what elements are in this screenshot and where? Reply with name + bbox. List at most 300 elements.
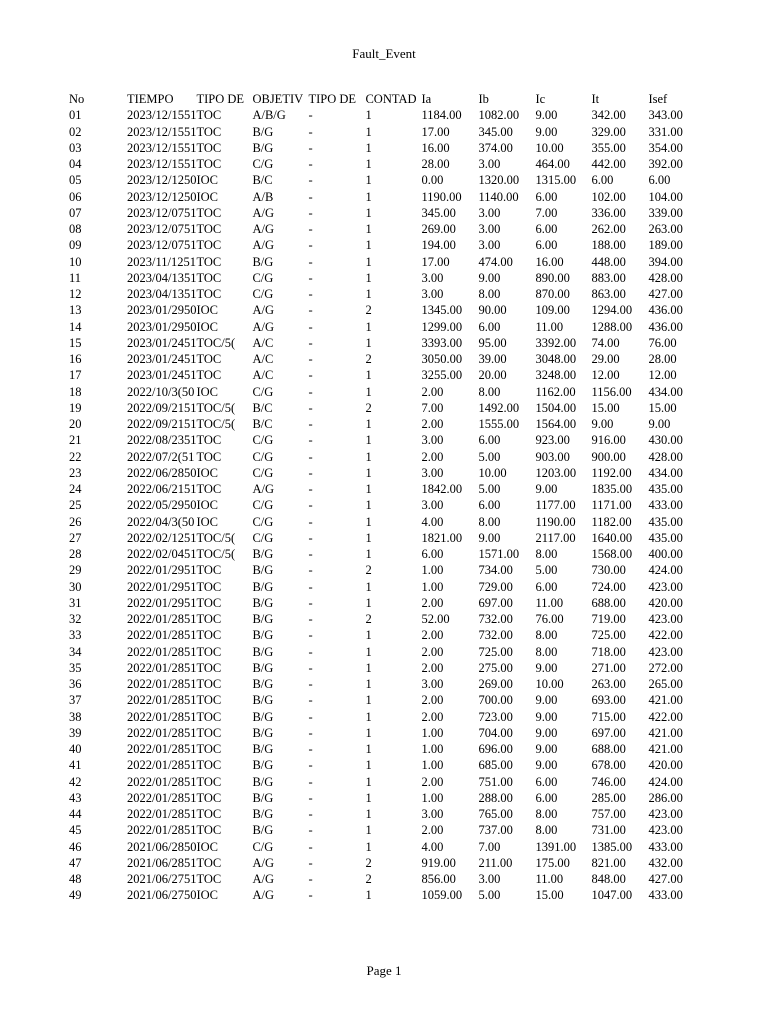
column-header-no: No <box>69 92 85 107</box>
cell-tipo-de-2: - <box>308 644 313 659</box>
cell-ia: 1.00 <box>421 579 444 594</box>
cell-tipo-de: TOC <box>196 823 222 838</box>
cell-ic: 8.00 <box>535 807 558 822</box>
cell-tipo-de: TOC <box>196 693 222 708</box>
cell-ic: 3048.00 <box>535 352 577 367</box>
cell-ic: 11.00 <box>535 595 564 610</box>
cell-ic: 7.00 <box>535 205 558 220</box>
cell-tipo-de-2: - <box>308 628 313 643</box>
cell-objetivo: C/G <box>252 839 274 854</box>
cell-tipo-de-2: - <box>308 465 313 480</box>
cell-tipo-de: TOC <box>196 108 222 123</box>
column-header-isef: Isef <box>648 92 668 107</box>
cell-ib: 288.00 <box>478 790 513 805</box>
cell-tipo-de: TOC/5( <box>196 417 236 432</box>
fault-event-table <box>69 91 698 904</box>
cell-it: 678.00 <box>591 758 626 773</box>
cell-no: 24 <box>69 482 82 497</box>
cell-tipo-de-2: - <box>308 319 313 334</box>
cell-tipo-de: TOC <box>196 238 222 253</box>
cell-no: 08 <box>69 222 82 237</box>
cell-ib: 732.00 <box>478 628 513 643</box>
cell-it: 848.00 <box>591 872 626 887</box>
cell-tipo-de: IOC <box>196 303 218 318</box>
cell-tiempo: 2023/01/2451 <box>127 368 197 383</box>
cell-objetivo: C/G <box>252 449 274 464</box>
cell-tiempo: 2023/12/0751 <box>127 238 197 253</box>
cell-isef: 189.00 <box>648 238 683 253</box>
cell-ia: 1184.00 <box>421 108 462 123</box>
page-title: Fault_Event <box>352 46 416 61</box>
cell-no: 10 <box>69 254 82 269</box>
cell-no: 44 <box>69 807 82 822</box>
cell-contador: 1 <box>365 140 372 155</box>
cell-contador: 1 <box>365 384 372 399</box>
column-header-contador: CONTAD <box>365 92 417 107</box>
cell-tipo-de: TOC <box>196 628 222 643</box>
cell-objetivo: B/G <box>252 709 274 724</box>
cell-tipo-de: TOC/5( <box>196 335 236 350</box>
cell-contador: 1 <box>365 270 372 285</box>
cell-tiempo: 2022/01/2951 <box>127 563 197 578</box>
cell-tiempo: 2023/12/0751 <box>127 205 197 220</box>
column-header-ib: Ib <box>478 92 489 107</box>
table-row <box>69 725 698 741</box>
cell-ia: 345.00 <box>421 205 456 220</box>
table-row <box>69 530 698 546</box>
cell-it: 102.00 <box>591 189 626 204</box>
cell-contador: 1 <box>365 644 372 659</box>
cell-objetivo: B/C <box>252 400 273 415</box>
cell-tipo-de: TOC <box>196 612 222 627</box>
cell-isef: 331.00 <box>648 124 683 139</box>
cell-no: 49 <box>69 888 82 903</box>
cell-ib: 685.00 <box>478 758 513 773</box>
cell-isef: 427.00 <box>648 872 683 887</box>
cell-tipo-de: TOC <box>196 758 222 773</box>
cell-ia: 2.00 <box>421 384 444 399</box>
cell-contador: 2 <box>365 563 372 578</box>
cell-no: 39 <box>69 725 82 740</box>
cell-ic: 1203.00 <box>535 465 577 480</box>
cell-tiempo: 2022/01/2851 <box>127 725 197 740</box>
cell-ia: 6.00 <box>421 547 444 562</box>
table-row <box>69 302 698 318</box>
cell-it: 731.00 <box>591 823 626 838</box>
cell-no: 20 <box>69 417 82 432</box>
cell-isef: 272.00 <box>648 660 683 675</box>
cell-ib: 6.00 <box>478 319 501 334</box>
cell-no: 26 <box>69 514 82 529</box>
cell-no: 37 <box>69 693 82 708</box>
table-row <box>69 335 698 351</box>
cell-ic: 6.00 <box>535 774 558 789</box>
cell-it: 1835.00 <box>591 482 633 497</box>
cell-ia: 2.00 <box>421 660 444 675</box>
cell-ib: 751.00 <box>478 774 513 789</box>
cell-tiempo: 2022/01/2851 <box>127 790 197 805</box>
cell-no: 21 <box>69 433 82 448</box>
cell-ib: 374.00 <box>478 140 513 155</box>
cell-tiempo: 2022/01/2951 <box>127 595 197 610</box>
cell-ic: 16.00 <box>535 254 564 269</box>
cell-ia: 17.00 <box>421 124 450 139</box>
cell-tiempo: 2023/12/1551 <box>127 157 197 172</box>
cell-tipo-de: TOC <box>196 449 222 464</box>
cell-tiempo: 2023/04/1351 <box>127 270 197 285</box>
cell-it: 329.00 <box>591 124 626 139</box>
cell-ic: 3392.00 <box>535 335 577 350</box>
cell-it: 336.00 <box>591 205 626 220</box>
cell-ib: 3.00 <box>478 222 501 237</box>
cell-isef: 76.00 <box>648 335 677 350</box>
cell-contador: 1 <box>365 319 372 334</box>
cell-ib: 275.00 <box>478 660 513 675</box>
cell-it: 1182.00 <box>591 514 632 529</box>
cell-contador: 1 <box>365 108 372 123</box>
cell-objetivo: A/C <box>252 335 274 350</box>
table-row <box>69 449 698 465</box>
cell-tipo-de-2: - <box>308 530 313 545</box>
cell-tipo-de: TOC <box>196 140 222 155</box>
cell-objetivo: C/G <box>252 530 274 545</box>
cell-tiempo: 2022/01/2951 <box>127 579 197 594</box>
cell-objetivo: A/B <box>252 189 274 204</box>
cell-it: 757.00 <box>591 807 626 822</box>
cell-tipo-de-2: - <box>308 888 313 903</box>
cell-ib: 729.00 <box>478 579 513 594</box>
cell-tipo-de-2: - <box>308 254 313 269</box>
cell-isef: 421.00 <box>648 725 683 740</box>
cell-no: 06 <box>69 189 82 204</box>
cell-ic: 1504.00 <box>535 400 577 415</box>
cell-tipo-de-2: - <box>308 222 313 237</box>
cell-contador: 1 <box>365 189 372 204</box>
cell-tipo-de-2: - <box>308 400 313 415</box>
cell-tiempo: 2022/09/2151 <box>127 400 197 415</box>
cell-tipo-de: TOC <box>196 352 222 367</box>
cell-tipo-de-2: - <box>308 807 313 822</box>
cell-objetivo: B/G <box>252 742 274 757</box>
table-row <box>69 692 698 708</box>
cell-tiempo: 2022/07/2(51 <box>127 449 195 464</box>
cell-ia: 3.00 <box>421 677 444 692</box>
cell-it: 1385.00 <box>591 839 633 854</box>
cell-objetivo: C/G <box>252 287 274 302</box>
cell-objetivo: C/G <box>252 157 274 172</box>
cell-ic: 8.00 <box>535 823 558 838</box>
cell-ic: 2117.00 <box>535 530 576 545</box>
cell-isef: 424.00 <box>648 563 683 578</box>
cell-tipo-de: TOC/5( <box>196 547 236 562</box>
cell-tipo-de: TOC <box>196 368 222 383</box>
cell-ia: 2.00 <box>421 709 444 724</box>
cell-no: 32 <box>69 612 82 627</box>
cell-tiempo: 2023/12/1250 <box>127 189 197 204</box>
cell-isef: 421.00 <box>648 693 683 708</box>
cell-isef: 422.00 <box>648 709 683 724</box>
cell-ic: 923.00 <box>535 433 570 448</box>
table-row <box>69 757 698 773</box>
table-row <box>69 481 698 497</box>
cell-tipo-de: TOC <box>196 205 222 220</box>
cell-tipo-de: TOC <box>196 742 222 757</box>
cell-contador: 1 <box>365 417 372 432</box>
cell-tipo-de: IOC <box>196 888 218 903</box>
table-row <box>69 709 698 725</box>
cell-contador: 1 <box>365 222 372 237</box>
cell-contador: 2 <box>365 352 372 367</box>
cell-ic: 464.00 <box>535 157 570 172</box>
cell-contador: 1 <box>365 677 372 692</box>
cell-isef: 433.00 <box>648 839 683 854</box>
cell-tipo-de-2: - <box>308 124 313 139</box>
cell-tipo-de-2: - <box>308 579 313 594</box>
table-row <box>69 839 698 855</box>
cell-tiempo: 2022/01/2851 <box>127 807 197 822</box>
cell-ia: 269.00 <box>421 222 456 237</box>
table-row <box>69 384 698 400</box>
cell-it: 900.00 <box>591 449 626 464</box>
cell-contador: 1 <box>365 758 372 773</box>
cell-it: 1192.00 <box>591 465 632 480</box>
cell-ib: 1492.00 <box>478 400 520 415</box>
cell-objetivo: A/G <box>252 303 274 318</box>
cell-tipo-de-2: - <box>308 709 313 724</box>
cell-ib: 3.00 <box>478 157 501 172</box>
cell-it: 1568.00 <box>591 547 633 562</box>
cell-objetivo: C/G <box>252 514 274 529</box>
cell-it: 916.00 <box>591 433 626 448</box>
table-row <box>69 465 698 481</box>
cell-tiempo: 2023/01/2451 <box>127 335 197 350</box>
cell-ia: 3.00 <box>421 287 444 302</box>
cell-ib: 1555.00 <box>478 417 520 432</box>
cell-ib: 8.00 <box>478 287 501 302</box>
cell-tiempo: 2023/04/1351 <box>127 287 197 302</box>
cell-ic: 9.00 <box>535 693 558 708</box>
cell-tipo-de: IOC <box>196 465 218 480</box>
cell-ic: 6.00 <box>535 579 558 594</box>
cell-ib: 5.00 <box>478 482 501 497</box>
cell-it: 29.00 <box>591 352 620 367</box>
cell-no: 14 <box>69 319 82 334</box>
table-row <box>69 579 698 595</box>
table-row <box>69 254 698 270</box>
cell-ic: 9.00 <box>535 124 558 139</box>
cell-ia: 0.00 <box>421 173 444 188</box>
cell-tiempo: 2022/04/3(50 <box>127 514 195 529</box>
cell-it: 448.00 <box>591 254 626 269</box>
cell-no: 29 <box>69 563 82 578</box>
cell-ic: 1564.00 <box>535 417 577 432</box>
cell-it: 697.00 <box>591 725 626 740</box>
cell-no: 25 <box>69 498 82 513</box>
cell-tipo-de-2: - <box>308 157 313 172</box>
cell-tipo-de-2: - <box>308 612 313 627</box>
cell-ib: 95.00 <box>478 335 507 350</box>
cell-isef: 423.00 <box>648 612 683 627</box>
cell-ic: 9.00 <box>535 709 558 724</box>
table-row <box>69 790 698 806</box>
cell-tiempo: 2022/01/2851 <box>127 758 197 773</box>
cell-ib: 1082.00 <box>478 108 520 123</box>
cell-contador: 1 <box>365 433 372 448</box>
cell-ia: 1.00 <box>421 790 444 805</box>
cell-objetivo: B/G <box>252 725 274 740</box>
cell-tipo-de: TOC <box>196 709 222 724</box>
cell-ia: 919.00 <box>421 855 456 870</box>
cell-contador: 1 <box>365 157 372 172</box>
table-row <box>69 871 698 887</box>
cell-tipo-de-2: - <box>308 498 313 513</box>
cell-it: 746.00 <box>591 774 626 789</box>
table-header-row <box>69 91 698 107</box>
cell-objetivo: B/G <box>252 254 274 269</box>
table-row <box>69 627 698 643</box>
cell-it: 693.00 <box>591 693 626 708</box>
table-row <box>69 416 698 432</box>
cell-tipo-de-2: - <box>308 725 313 740</box>
cell-it: 188.00 <box>591 238 626 253</box>
cell-ic: 9.00 <box>535 482 558 497</box>
cell-tiempo: 2022/01/2851 <box>127 709 197 724</box>
cell-isef: 286.00 <box>648 790 683 805</box>
cell-isef: 343.00 <box>648 108 683 123</box>
cell-no: 34 <box>69 644 82 659</box>
cell-ic: 10.00 <box>535 677 564 692</box>
cell-ia: 2.00 <box>421 693 444 708</box>
cell-ib: 7.00 <box>478 839 501 854</box>
cell-isef: 435.00 <box>648 514 683 529</box>
cell-ic: 1177.00 <box>535 498 576 513</box>
cell-contador: 1 <box>365 807 372 822</box>
cell-objetivo: B/G <box>252 693 274 708</box>
column-header-ic: Ic <box>535 92 546 107</box>
cell-tipo-de: TOC <box>196 660 222 675</box>
cell-no: 03 <box>69 140 82 155</box>
cell-ib: 696.00 <box>478 742 513 757</box>
table-row <box>69 156 698 172</box>
cell-isef: 420.00 <box>648 758 683 773</box>
cell-tipo-de-2: - <box>308 238 313 253</box>
table-body <box>69 107 698 903</box>
cell-ia: 1.00 <box>421 742 444 757</box>
cell-ia: 4.00 <box>421 839 444 854</box>
cell-contador: 1 <box>365 725 372 740</box>
cell-objetivo: B/G <box>252 790 274 805</box>
cell-ib: 6.00 <box>478 498 501 513</box>
cell-objetivo: C/G <box>252 433 274 448</box>
cell-tipo-de-2: - <box>308 693 313 708</box>
cell-it: 74.00 <box>591 335 620 350</box>
cell-ia: 2.00 <box>421 823 444 838</box>
cell-ic: 9.00 <box>535 725 558 740</box>
cell-tipo-de-2: - <box>308 384 313 399</box>
cell-tipo-de: TOC <box>196 774 222 789</box>
cell-it: 715.00 <box>591 709 626 724</box>
cell-objetivo: A/G <box>252 238 274 253</box>
cell-ib: 725.00 <box>478 644 513 659</box>
cell-no: 43 <box>69 790 82 805</box>
cell-tiempo: 2022/01/2851 <box>127 660 197 675</box>
cell-tipo-de-2: - <box>308 303 313 318</box>
cell-ib: 10.00 <box>478 465 507 480</box>
cell-ic: 6.00 <box>535 189 558 204</box>
cell-tipo-de-2: - <box>308 547 313 562</box>
cell-ia: 28.00 <box>421 157 450 172</box>
cell-it: 355.00 <box>591 140 626 155</box>
cell-tiempo: 2022/02/0451 <box>127 547 197 562</box>
cell-isef: 104.00 <box>648 189 683 204</box>
cell-tipo-de-2: - <box>308 482 313 497</box>
cell-objetivo: B/G <box>252 823 274 838</box>
cell-it: 688.00 <box>591 742 626 757</box>
cell-ib: 5.00 <box>478 888 501 903</box>
cell-ic: 8.00 <box>535 547 558 562</box>
table-row <box>69 124 698 140</box>
cell-contador: 1 <box>365 709 372 724</box>
column-header-it: It <box>591 92 600 107</box>
cell-contador: 2 <box>365 303 372 318</box>
cell-ib: 269.00 <box>478 677 513 692</box>
cell-isef: 354.00 <box>648 140 683 155</box>
cell-ia: 1.00 <box>421 563 444 578</box>
cell-it: 1288.00 <box>591 319 633 334</box>
cell-ic: 903.00 <box>535 449 570 464</box>
cell-tiempo: 2023/12/1250 <box>127 173 197 188</box>
cell-it: 442.00 <box>591 157 626 172</box>
cell-isef: 435.00 <box>648 530 683 545</box>
cell-ib: 3.00 <box>478 238 501 253</box>
table-row <box>69 887 698 903</box>
cell-objetivo: B/G <box>252 612 274 627</box>
cell-contador: 1 <box>365 530 372 545</box>
cell-isef: 423.00 <box>648 644 683 659</box>
cell-it: 15.00 <box>591 400 620 415</box>
cell-ib: 734.00 <box>478 563 513 578</box>
table-row <box>69 806 698 822</box>
cell-ia: 2.00 <box>421 644 444 659</box>
cell-tiempo: 2021/06/2851 <box>127 855 197 870</box>
cell-tipo-de: TOC <box>196 872 222 887</box>
column-header-tipo-de-2: TIPO DE <box>308 92 357 107</box>
cell-ic: 870.00 <box>535 287 570 302</box>
cell-isef: 422.00 <box>648 628 683 643</box>
cell-tipo-de: IOC <box>196 384 218 399</box>
cell-ic: 1391.00 <box>535 839 577 854</box>
cell-it: 718.00 <box>591 644 626 659</box>
cell-tipo-de: TOC <box>196 563 222 578</box>
cell-ic: 6.00 <box>535 222 558 237</box>
cell-ib: 1140.00 <box>478 189 519 204</box>
cell-no: 28 <box>69 547 82 562</box>
cell-objetivo: B/G <box>252 758 274 773</box>
cell-it: 863.00 <box>591 287 626 302</box>
cell-it: 262.00 <box>591 222 626 237</box>
cell-ib: 345.00 <box>478 124 513 139</box>
cell-isef: 432.00 <box>648 855 683 870</box>
cell-ic: 109.00 <box>535 303 570 318</box>
cell-tiempo: 2021/06/2850 <box>127 839 197 854</box>
cell-it: 285.00 <box>591 790 626 805</box>
cell-tipo-de: TOC <box>196 482 222 497</box>
table-row <box>69 774 698 790</box>
cell-it: 6.00 <box>591 173 614 188</box>
cell-contador: 1 <box>365 449 372 464</box>
cell-isef: 433.00 <box>648 888 683 903</box>
cell-tiempo: 2023/12/1551 <box>127 108 197 123</box>
